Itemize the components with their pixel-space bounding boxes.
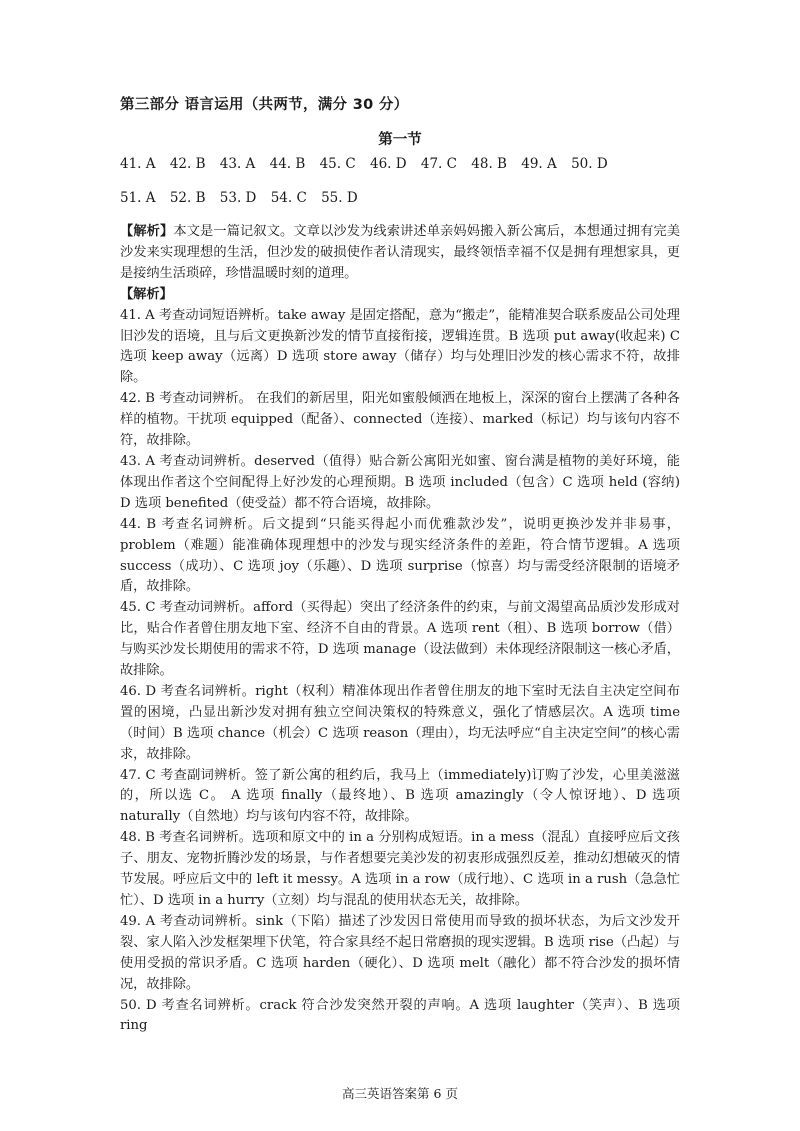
answer-item: 47. C (420, 156, 457, 172)
answer-item: 43. A (219, 156, 256, 172)
explanation-48: 48. B 考查名词辨析。选项和原文中的 in a 分别构成短语。in a mess（混乱）直接呼应后文孩子、朋友、宠物折腾沙发的场景，与作者想要完美沙发的初衷形成强烈反差，推动幻想破灭的情节发展。呼应后文中的 left it messy。A 选项 in a row（成行地）、C 选项 in a rush（急急忙忙）、D 选项 in a hurry（立刻）均与混乱的使用状态无关，故排除。 (120, 830, 680, 908)
explanation-45: 45. C 考查动词辨析。afford（买得起）突出了经济条件的约束，与前文渴望高品质沙发形成对比，贴合作者曾住朋友地下室、经济不自由的背景。A 选项 rent（租）、B 选项 borrow（借）与购买沙发长期使用的需求不符，D 选项 manage（设法做到）未体现经济限制这一核心矛盾，故排除。 (120, 600, 680, 679)
section-title: 第三部分 语言运用（共两节，满分 30 分） (120, 97, 409, 113)
answer-item: 41. A (120, 156, 156, 172)
explanation-46: 46. D 考查名词辨析。right（权利）精准体现出作者曾住朋友的地下室时无法自主决定空间布置的困境，凸显出新沙发对拥有独立空间决策权的特殊意义，强化了情感层次。A 选项 time（时间）B 选项 chance（机会）C 选项 reason（理由），均无法呼应“自主决定空间”的核心需求，故排除。 (120, 683, 680, 762)
answer-row-1 (120, 152, 680, 176)
answer-item: 46. D (369, 156, 407, 172)
analysis-tag: 【解析】 (120, 286, 173, 302)
explanation-43: 43. A 考查动词辨析。deserved（值得）贴合新公寓阳光如蜜、窗台满是植物的美好环境，能体现出作者这个空间配得上好沙发的心理预期。B 选项 included（包含）C 选项 held (容纳) D 选项 benefited（使受益）都不符合语境，故排除。 (120, 453, 680, 511)
subsection-title: 第一节 (378, 132, 422, 148)
summary-text: 本文是一篇记叙文。文章以沙发为线索讲述单亲妈妈搬入新公寓后，本想通过拥有完美沙发来实现理想的生活，但沙发的破损使作者认清现实，最终领悟幸福不仅是拥有理想家具，更是接纳生活琐碎，珍惜温暖时刻的道理。 (120, 224, 681, 281)
explanation-47: 47. C 考查副词辨析。签了新公寓的租约后，我马上（immediately)订购了沙发，心里美滋滋的，所以选 C。 A 选项 finally（最终地）、B 选项 amazingly（令人惊讶地）、D 选项 naturally（自然地）均与该句内容不符，故排除。 (120, 767, 680, 825)
explanation-41: 41. A 考查动词短语辨析。take away 是固定搭配，意为“搬走”，能精准契合联系废品公司处理旧沙发的语境，且与后文更换新沙发的情节直接衔接，逻辑连贯。B 选项 put away(收起来) C 选项 keep away（远离）D 选项 store away（储存）均与处理旧沙发的核心需求不符，故排除。 (120, 307, 680, 386)
answer-item: 55. D (321, 190, 358, 206)
page-footer: 高三英语答案第 6 页 (342, 1086, 458, 1101)
answer-item: 44. B (269, 156, 306, 172)
analysis-heading (120, 285, 680, 306)
answer-row-2 (120, 186, 680, 210)
explanation-44: 44. B 考查名词辨析。后文提到“只能买得起小而优雅款沙发”，说明更换沙发并非易事，problem（难题）能准确体现理想中的沙发与现实经济条件的差距，符合情节逻辑。A 选项 success（成功）、C 选项 joy（乐趣）、D 选项 surprise（惊喜）均与需受经济限制的语境矛盾，故排除。 (120, 516, 680, 595)
explanation-50: 50. D 考查名词辨析。crack 符合沙发突然开裂的声响。A 选项 laughter（笑声）、B 选项 ring (120, 997, 680, 1034)
answer-item: 45. C (319, 156, 356, 172)
summary-tag: 【解析】 (120, 224, 174, 239)
answer-item: 53. D (219, 190, 257, 206)
explanation-42: 42. B 考查动词辨析。 在我们的新居里，阳光如蜜般倾洒在地板上，深深的窗台上摆满了各种各样的植物。干扰项 equipped（配备）、connected（连接）、marked（标记）均与该句内容不符，故排除。 (120, 391, 680, 449)
answer-item: 42. B (169, 156, 206, 172)
answer-item: 49. A (521, 156, 557, 172)
answer-item: 50. D (571, 156, 608, 172)
explanation-49: 49. A 考查动词辨析。sink（下陷）描述了沙发因日常使用而导致的损坏状态，为后文沙发开裂、家人陷入沙发框架埋下伏笔，符合家具经不起日常磨损的现实逻辑。B 选项 rise（凸起）与使用受损的常识矛盾。C 选项 harden（硬化）、D 选项 melt（融化）都不符合沙发的损坏情况，故排除。 (120, 913, 680, 992)
passage-summary (120, 222, 680, 285)
answer-item: 48. B (471, 156, 507, 172)
answer-page (120, 92, 680, 1037)
answer-item: 54. C (270, 190, 307, 206)
answer-item: 52. B (169, 190, 206, 206)
answer-item: 51. A (120, 190, 156, 206)
